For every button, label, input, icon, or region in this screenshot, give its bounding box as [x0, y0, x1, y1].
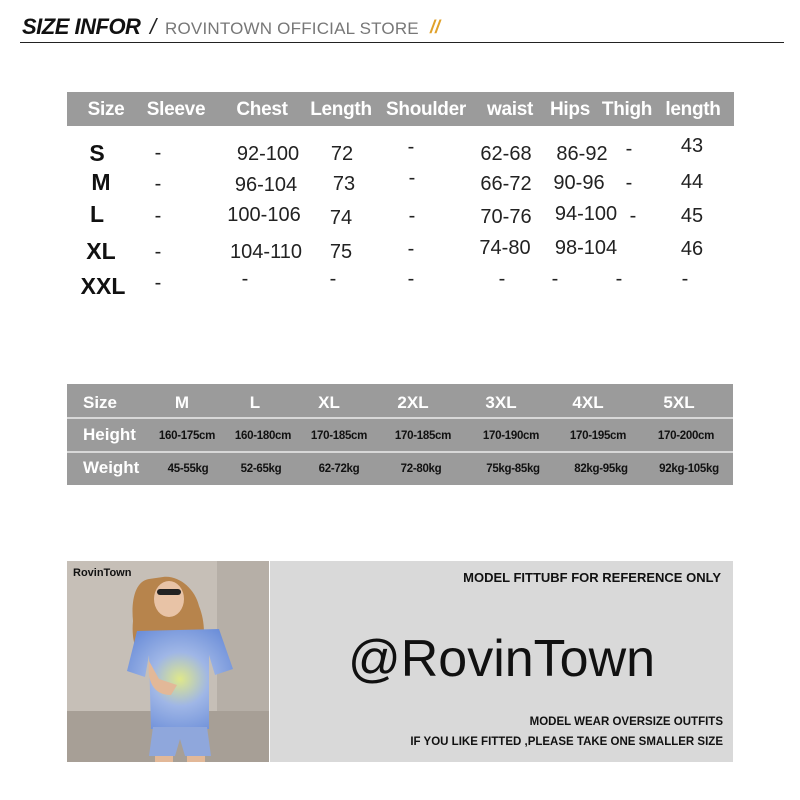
- fit-size-5xl: 5XL: [663, 393, 695, 412]
- cell-sleeve: -: [154, 205, 162, 227]
- row-size-xl: XL: [86, 238, 116, 264]
- fit-weight-cell: 82kg-95kg: [574, 463, 628, 475]
- row-size-m: M: [91, 169, 111, 195]
- cell-length: -: [329, 268, 337, 290]
- fit-weight-cell: 75kg-85kg: [486, 463, 540, 475]
- cell-waist: 66-72: [480, 173, 532, 195]
- accent-mark: //: [430, 17, 441, 37]
- fit-height-cell: 160-180cm: [234, 430, 292, 442]
- fit-weight-cell: 72-80kg: [400, 463, 442, 475]
- cell-hips: 98-104: [554, 237, 618, 259]
- fit-weight-cell: 52-65kg: [240, 463, 282, 475]
- cell-thigh: -: [629, 205, 637, 227]
- cell-shoulder: -: [408, 205, 416, 227]
- fit-size-xl: XL: [318, 393, 340, 412]
- cell-thigh: -: [615, 268, 623, 290]
- cell-chest: 96-104: [234, 174, 298, 196]
- fit-size-label: Size: [83, 393, 118, 412]
- fit-height-cell: 170-190cm: [482, 430, 540, 442]
- fit-height-cell: 160-175cm: [158, 430, 216, 442]
- fit-table: [67, 384, 733, 485]
- cell-length: 73: [332, 173, 356, 195]
- cell-length: 74: [329, 207, 353, 229]
- fit-weight-row: [67, 453, 733, 485]
- fit-height-cell: 170-195cm: [569, 430, 627, 442]
- model-illustration: [67, 561, 269, 762]
- size-table-header: [67, 92, 734, 126]
- cell-hips: 90-96: [553, 172, 605, 194]
- cell-hips: -: [551, 268, 559, 290]
- col-waist: waist: [486, 99, 534, 120]
- fit-height-label: Height: [83, 425, 136, 444]
- store-handle: @RovinTown: [347, 630, 656, 688]
- store-name: ROVINTOWN OFFICIAL STORE: [165, 19, 419, 38]
- cell-waist: -: [498, 268, 506, 290]
- cell-shoulder: -: [407, 238, 415, 260]
- cell-waist: 70-76: [480, 206, 532, 228]
- cell-sleeve: -: [154, 173, 162, 195]
- cell-shoulder: -: [407, 136, 415, 158]
- cell-chest: -: [241, 268, 249, 290]
- fit-size-4xl: 4XL: [572, 393, 604, 412]
- cell-sleeve: -: [154, 272, 162, 294]
- fit-weight-cell: 45-55kg: [167, 463, 209, 475]
- cell-waist: 74-80: [479, 237, 531, 259]
- fit-size-l: L: [249, 393, 261, 412]
- cell-waist: 62-68: [480, 143, 532, 165]
- row-size-l: L: [89, 201, 105, 227]
- col-chest: Chest: [236, 99, 288, 120]
- cell-thigh: -: [625, 172, 633, 194]
- cell-chest: 104-110: [230, 241, 302, 263]
- fit-weight-cell: 62-72kg: [318, 463, 360, 475]
- fit-height-cell: 170-200cm: [657, 430, 715, 442]
- fit-height-row: [67, 419, 733, 450]
- fit-height-cell: 170-185cm: [394, 430, 452, 442]
- fit-size-3xl: 3XL: [485, 393, 517, 412]
- col-thigh: Thigh: [601, 99, 653, 120]
- cell-sleeve: -: [154, 142, 162, 164]
- col-length: Length: [310, 99, 372, 120]
- cell-chest: 100-106: [227, 204, 301, 226]
- row-size-s: S: [89, 140, 105, 166]
- cell-length: 75: [329, 241, 353, 263]
- oversize-note: MODEL WEAR OVERSIZE OUTFITS: [529, 716, 723, 728]
- cell-hips: 86-92: [556, 143, 608, 165]
- fit-size-row: [67, 384, 733, 416]
- fit-weight-cell: 92kg-105kg: [659, 463, 719, 475]
- col-sleeve: Sleeve: [146, 99, 206, 120]
- cell-length-2: 46: [680, 238, 704, 260]
- cell-length: 72: [330, 143, 354, 165]
- title-divider: /: [150, 14, 157, 39]
- fit-weight-label: Weight: [83, 458, 140, 477]
- fitted-advice: IF YOU LIKE FITTED ,PLEASE TAKE ONE SMALLER SIZE: [410, 736, 723, 748]
- cell-length-2: 43: [680, 135, 704, 157]
- col-hips: Hips: [550, 99, 590, 120]
- cell-thigh: -: [625, 138, 633, 160]
- col-size: Size: [87, 99, 125, 120]
- cell-length-2: -: [681, 268, 689, 290]
- fit-height-cell: 170-185cm: [310, 430, 368, 442]
- col-shoulder: Shoulder: [386, 99, 466, 120]
- cell-hips: 94-100: [554, 203, 618, 225]
- cell-length-2: 45: [680, 205, 704, 227]
- cell-shoulder: -: [408, 167, 416, 189]
- row-size-xxl: XXL: [80, 273, 126, 299]
- col-length-2: length: [665, 99, 721, 120]
- model-photo: [67, 561, 269, 762]
- page-title: SIZE INFOR: [22, 14, 141, 39]
- model-info-panel: [270, 561, 733, 762]
- fit-size-m: M: [174, 393, 190, 412]
- cell-length-2: 44: [680, 171, 704, 193]
- cell-sleeve: -: [154, 241, 162, 263]
- cell-chest: 92-100: [236, 143, 300, 165]
- brand-watermark: RovinTown: [73, 567, 132, 579]
- header-rule: [20, 42, 784, 43]
- cell-shoulder: -: [407, 268, 415, 290]
- model-reference-note: MODEL FITTUBF FOR REFERENCE ONLY: [463, 570, 721, 585]
- fit-size-2xl: 2XL: [397, 393, 429, 412]
